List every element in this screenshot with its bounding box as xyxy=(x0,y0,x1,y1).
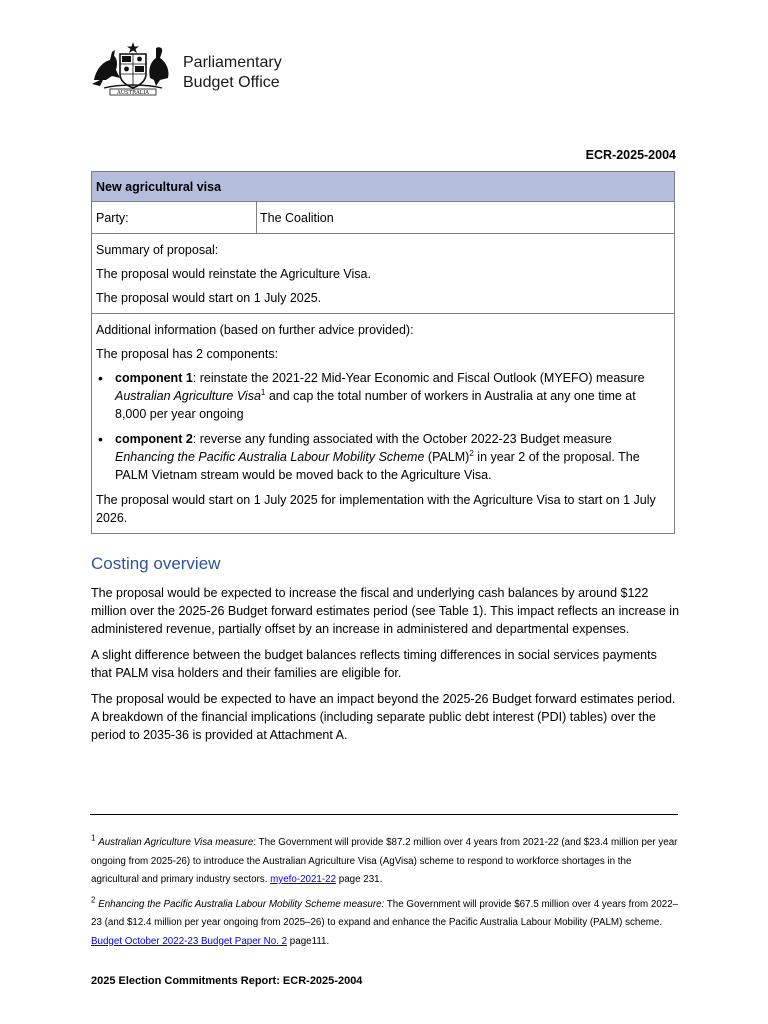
party-label: Party: xyxy=(92,202,257,233)
component-text: in year 2 of the proposal. The PALM Vietnam stream would be moved back to the Agriculture Visa. xyxy=(115,450,640,482)
party-row xyxy=(92,202,674,234)
crest-label: AUSTRALIA xyxy=(116,90,150,96)
report-reference: ECR-2025-2004 xyxy=(585,148,676,162)
footnote-text: : The Government will provide $87.2 million over 4 years from 2021-22 (and $23.4 million per year ongoing from 2025-26) to introduce the Australian Agriculture Visa (AgVisa) scheme to respond to workforce shortages in the agricultural and primary industry sectors. xyxy=(91,837,678,885)
proposal-title: New agricultural visa xyxy=(92,172,674,202)
budget-paper-link[interactable]: Budget October 2022-23 Budget Paper No. 2 xyxy=(91,935,288,947)
additional-info-section xyxy=(92,314,674,533)
component-1-item xyxy=(96,369,670,423)
org-name xyxy=(183,53,282,93)
summary-heading: Summary of proposal: xyxy=(96,243,219,257)
body-paragraph: The proposal would be expected to have an impact beyond the 2025-26 Budget forward estimates period. A breakdown of the financial implications (including separate public debt interest (PDI) tables) over the period to 2035-36 is provided at Attachment A. xyxy=(91,692,676,742)
summary-section xyxy=(92,234,674,314)
component-2-item xyxy=(96,430,670,484)
coat-of-arms-icon xyxy=(90,40,176,96)
component-label: component 2 xyxy=(115,432,193,446)
component-text: : reverse any funding associated with the October 2022-23 Budget measure xyxy=(192,432,612,446)
footnote-measure: Australian Agriculture Visa measure xyxy=(98,837,254,848)
summary-line: The proposal would reinstate the Agriculture Visa. xyxy=(96,267,371,281)
costing-overview-heading: Costing overview xyxy=(91,554,221,573)
org-name-line2: Budget Office xyxy=(183,74,280,91)
pbo-logo xyxy=(90,40,290,98)
footnote-ref: 1 xyxy=(260,387,266,397)
footnote-text: page 231. xyxy=(336,874,383,885)
footnotes xyxy=(91,834,681,957)
start-date-note: The proposal would start on 1 July 2025 for implementation with the Agriculture Visa to start on 1 July 2026. xyxy=(96,493,656,525)
components-intro: The proposal has 2 components: xyxy=(96,347,279,361)
footnote-1 xyxy=(91,834,681,890)
measure-name: Australian Agriculture Visa xyxy=(115,389,261,403)
page-footer: 2025 Election Commitments Report: ECR-2025-2004 xyxy=(91,975,363,987)
org-name-line1: Parliamentary xyxy=(183,54,282,71)
body-paragraph: A slight difference between the budget balances reflects timing differences in social services payments that PALM visa holders and their families are eligible for. xyxy=(91,648,657,680)
component-label: component 1 xyxy=(115,371,193,385)
footnote-2 xyxy=(91,896,681,952)
components-list xyxy=(96,369,670,484)
summary-line: The proposal would start on 1 July 2025. xyxy=(96,291,322,305)
footnote-text: page111. xyxy=(287,935,330,947)
costing-overview-body xyxy=(91,584,681,752)
footnote-text: The Government will provide $67.5 million over 4 years from 2022–23 (and $12.4 million per year ongoing from 2025–26) to expand and enhance the Pacific Australia Labour Mobility (PALM) scheme. xyxy=(91,898,679,928)
component-text: and cap the total number of workers in Australia at any one time at 8,000 per year ongoing xyxy=(115,389,636,421)
party-value: The Coalition xyxy=(260,210,334,225)
footnote-divider xyxy=(90,814,678,815)
proposal-table xyxy=(91,171,675,534)
myefo-link[interactable]: myefo-2021-22 xyxy=(270,874,337,885)
additional-heading: Additional information (based on further advice provided): xyxy=(96,323,414,337)
body-paragraph: The proposal would be expected to increase the fiscal and underlying cash balances by around $122 million over the 2025-26 Budget forward estimates period (see Table 1). This impact reflects an increase in administered revenue, partially offset by an increase in administered and departmental expenses. xyxy=(91,586,680,636)
component-text: (PALM) xyxy=(424,450,470,464)
footnote-number: 2 xyxy=(91,895,96,905)
footnote-number: 1 xyxy=(91,833,96,843)
footnote-ref: 2 xyxy=(469,448,474,458)
component-text: : reinstate the 2021-22 Mid-Year Economic and Fiscal Outlook (MYEFO) measure xyxy=(192,371,645,385)
footnote-measure: Enhancing the Pacific Australia Labour Mobility Scheme measure: xyxy=(98,898,385,910)
measure-name: Enhancing the Pacific Australia Labour Mobility Scheme xyxy=(115,450,425,464)
